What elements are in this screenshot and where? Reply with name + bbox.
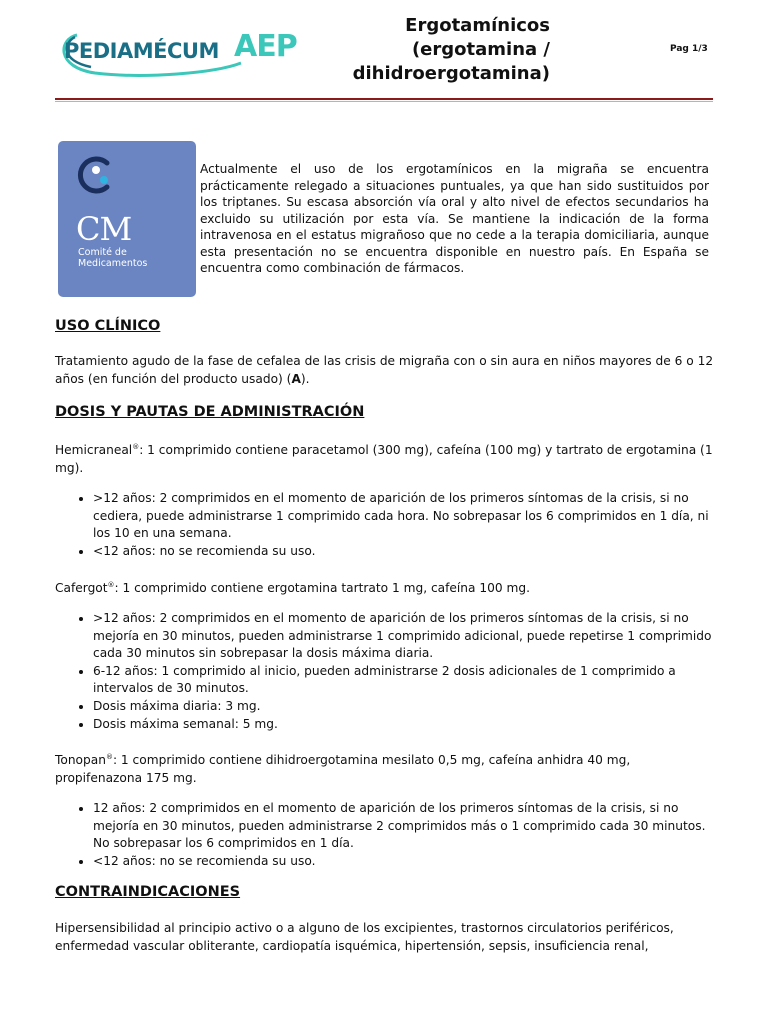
- product-desc: : 1 comprimido contiene dihidroergotamina mesilato 0,5 mg, cafeína anhidra 40 mg, propifenazona 175 mg.: [55, 753, 631, 786]
- product-name: Tonopan: [55, 753, 106, 768]
- list-item: • >12 años: 2 comprimidos en el momento de aparición de los primeros síntomas de la crisis, si no cediera, puede administrarse 1 comprimido cada hora. No sobrepasar los 6 comprimidos en 1 día, ni los 10 en una semana.: [93, 490, 715, 543]
- tonopan-dose-list: [55, 800, 715, 870]
- badge-subtitle: [78, 247, 147, 269]
- list-item: • >12 años: 2 comprimidos en el momento de aparición de los primeros síntomas de la crisis, si no mejoría en 30 minutos, pueden administrarse 1 comprimido adicional, puede repetirse 1 comprimido cada 30 minutos sin sobrepasar la dosis máxima diaria.: [93, 610, 715, 663]
- list-item: • Dosis máxima diaria: 3 mg.: [93, 698, 715, 716]
- intro-paragraph: Actualmente el uso de los ergotamínicos en la migraña se encuentra prácticamente relegado a situaciones puntuales, ya que han sido sustituidos por los triptanes. Su escasa absorción vía oral y alto nivel de efectos secundarios ha excluido su utilización por esta vía. Se mantiene la indicación de la forma intravenosa en el estatus migrañoso que no cede a la terapia domiciliaria, aunque esta presentación no se encuentra disponible en nuestro país. En España se encuentra como combinación de fármacos.: [200, 162, 709, 275]
- uso-text-before: Tratamiento agudo de la fase de cefalea de las crisis de migraña con o sin aura en niños mayores de 6 o 12 años (en función del producto usado) (: [55, 354, 714, 386]
- header-divider-light: [55, 101, 713, 102]
- list-item: • 12 años: 2 comprimidos en el momento de aparición de los primeros síntomas de la crisis, si no mejoría en 30 minutos, pueden administrarse 2 comprimidos más o 1 comprimido cada 30 minutos. No sobrepasar los 6 comprimidos en 1 día.: [93, 800, 715, 853]
- pediamecum-logo[interactable]: [55, 27, 300, 79]
- product-name: Hemicraneal: [55, 443, 133, 458]
- registered-mark: ®: [105, 753, 113, 761]
- section-heading-dosis: DOSIS Y PAUTAS DE ADMINISTRACIÓN: [55, 404, 365, 420]
- contraindications-text: Hipersensibilidad al principio activo o a alguno de los excipientes, trastornos circulatorios periféricos, enfermedad vascular obliterante, cardiopatía isquémica, hipertensión, sepsis, insuficiencia renal,: [55, 921, 674, 953]
- title-line-3: dihidroergotamina): [352, 63, 550, 84]
- badge-line-2: Medicamentos: [78, 258, 148, 269]
- logo-accent-text: AEP: [234, 29, 297, 64]
- title-line-2: (ergotamina /: [411, 39, 550, 60]
- committee-logo-icon: [74, 153, 118, 197]
- section-heading-contraindicaciones: CONTRAINDICACIONES: [55, 884, 241, 900]
- list-item: • <12 años: no se recomienda su uso.: [93, 853, 715, 871]
- list-item: • 6-12 años: 1 comprimido al inicio, pueden administrarse 2 dosis adicionales de 1 comprimido a intervalos de 30 minutos.: [93, 663, 715, 698]
- badge-line-1: Comité de: [78, 247, 127, 258]
- committee-badge: [58, 141, 196, 297]
- logo-main-text: PEDIAMÉCUM: [64, 39, 219, 63]
- product-tonopan: [55, 748, 715, 787]
- hemicraneal-dose-list: [55, 490, 715, 560]
- page-number: Pag 1/3: [670, 44, 708, 54]
- title-line-1: Ergotamínicos: [405, 15, 550, 36]
- document-title: [353, 14, 550, 86]
- evidence-grade: A: [291, 372, 301, 386]
- header-divider: [55, 98, 713, 100]
- product-cafergot: [55, 576, 715, 597]
- product-name: Cafergot: [55, 581, 108, 596]
- badge-initials: CM: [76, 210, 132, 248]
- product-desc: : 1 comprimido contiene paracetamol (300 mg), cafeína (100 mg) y tartrato de ergotamina (1 mg).: [55, 443, 713, 476]
- uso-clinico-text: [55, 352, 715, 388]
- product-desc: : 1 comprimido contiene ergotamina tartrato 1 mg, cafeína 100 mg.: [114, 581, 530, 596]
- product-hemicraneal: [55, 438, 715, 477]
- uso-text-after: ).: [300, 372, 310, 386]
- section-heading-uso-clinico: USO CLÍNICO: [55, 318, 161, 334]
- registered-mark: ®: [132, 443, 140, 451]
- registered-mark: ®: [107, 581, 115, 589]
- list-item: • <12 años: no se recomienda su uso.: [93, 543, 715, 561]
- list-item: • Dosis máxima semanal: 5 mg.: [93, 716, 715, 734]
- cafergot-dose-list: [55, 610, 715, 733]
